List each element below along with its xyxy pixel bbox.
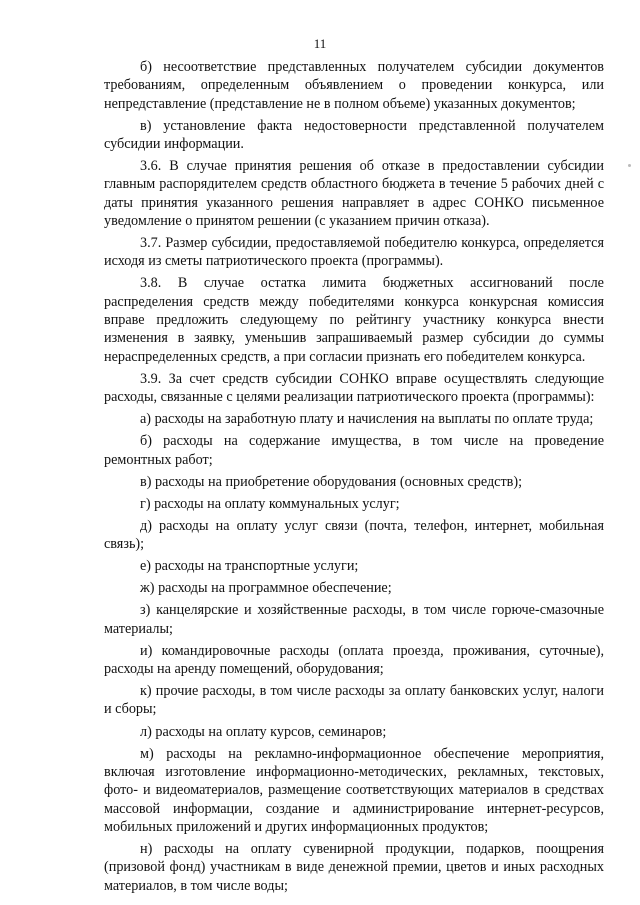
paragraph-k: к) прочие расходы, в том числе расходы за оплату банковских услуг, налоги и сборы; — [104, 683, 604, 718]
paragraph-a: а) расходы на заработную плату и начисления на выплаты по оплате труда; — [140, 411, 594, 428]
paragraph-p-3-9: 3.9. За счет средств субсидии СОНКО вправе осуществлять следующие расходы, связанные с целями реализации патриотического проекта (программы): — [104, 370, 604, 406]
paragraph-zh: ж) расходы на программное обеспечение; — [140, 580, 392, 597]
paragraph-l: л) расходы на оплату курсов, семинаров; — [140, 723, 387, 740]
paragraph-d: д) расходы на оплату услуг связи (почта, телефон, интернет, мобильная связь); — [104, 517, 604, 553]
paragraph-m: м) расходы на рекламно-информационное обеспечение мероприятия, включая изготовление информационно-методических, рекламных, текстовых, фото- и видеоматериалов, размещение соответствующих материалов в средствах массовой информации, создание и администрирование интернет-ресурсов, мобильных приложений и других информационных продуктов; — [104, 745, 604, 835]
paragraph-b-nesootvetstvie: б) несоответствие представленных получателем субсидии документов требованиям, определенным объявлением о проведении конкурса, или непредставление (представление не в полном объеме) указанных документов; — [104, 59, 604, 112]
document-body — [104, 58, 604, 899]
paragraph-b: б) расходы на содержание имущества, в том числе на проведение ремонтных работ; — [104, 433, 604, 468]
paragraph-g: г) расходы на оплату коммунальных услуг; — [140, 495, 400, 512]
paragraph-e: е) расходы на транспортные услуги; — [140, 558, 359, 575]
paragraph-v: в) расходы на приобретение оборудования (основных средств); — [140, 473, 523, 490]
margin-speck — [628, 164, 631, 167]
paragraph-v-ustanovlenie: в) установление факта недостоверности представленной получателем субсидии информации. — [104, 117, 604, 152]
paragraph-p-3-8: 3.8. В случае остатка лимита бюджетных ассигнований после распределения средств между победителями конкурса конкурсная комиссия вправе предложить следующему по рейтингу участнику конкурса внести изменения в заявку, уменьшив запрашиваемый размер субсидии до суммы нераспределенных средств, а при согласии признать его победителем конкурса. — [104, 275, 604, 365]
paragraph-p-3-7: 3.7. Размер субсидии, предоставляемой победителю конкурса, определяется исходя из сметы патриотического проекта (программы). — [104, 235, 604, 270]
paragraph-z: з) канцелярские и хозяйственные расходы, в том числе горюче-смазочные материалы; — [104, 602, 604, 637]
paragraph-n: н) расходы на оплату сувенирной продукции, подарков, поощрения (призовой фонд) участникам в виде денежной премии, цветов и иных расходных материалов, в том числе воды; — [104, 840, 604, 894]
paragraph-p-3-6: 3.6. В случае принятия решения об отказе в предоставлении субсидии главным распорядителем средств областного бюджета в течение 5 рабочих дней с даты принятия указанного решения направляет в адрес СОНКО письменное уведомление о принятом решении (с указанием причин отказа). — [104, 158, 604, 229]
page-number: 11 — [313, 36, 327, 51]
paragraph-i: и) командировочные расходы (оплата проезда, проживания, суточные), расходы на аренду помещений, оборудования; — [104, 642, 604, 678]
